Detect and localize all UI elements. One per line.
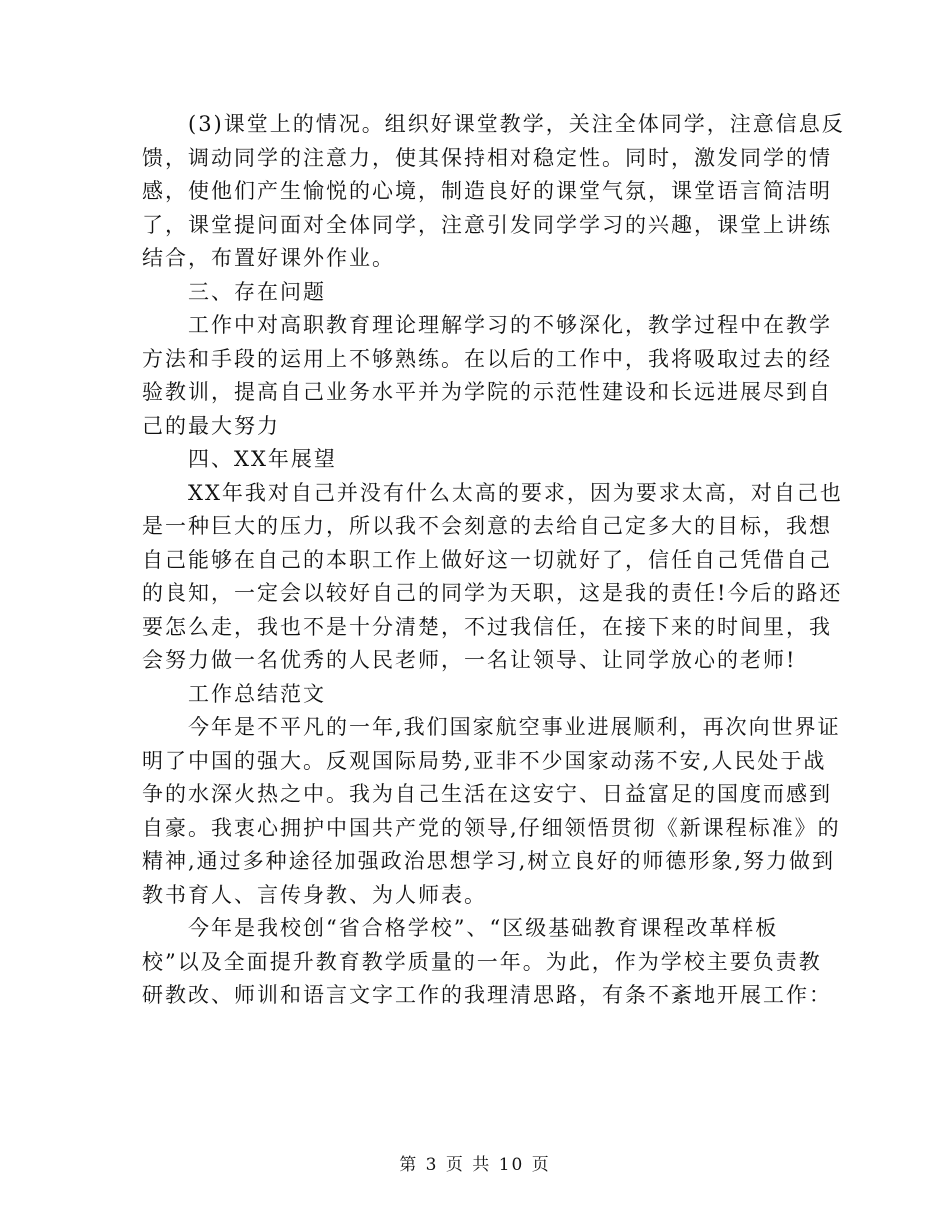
text-line: 要怎么走，我也不是十分清楚，不过我信任，在接下来的时间里，我 bbox=[142, 614, 832, 639]
text-line: XX年我对自己并没有什么太高的要求，因为要求太高，对自己也 bbox=[188, 480, 843, 505]
text-line: 教书育人、言传身教、为人师表。 bbox=[142, 882, 487, 907]
text-line: 己的最大努力 bbox=[142, 413, 280, 438]
text-line: 三、存在问题 bbox=[188, 279, 326, 304]
text-line: 今年是不平凡的一年,我们国家航空事业进展顺利，再次向世界证 bbox=[188, 715, 841, 739]
text-line: 会努力做一名优秀的人民老师，一名让领导、让同学放心的老师! bbox=[142, 648, 797, 672]
page-number-footer: 第 3 页 共 10 页 bbox=[399, 1155, 551, 1175]
text-line: 研教改、师训和语言文字工作的我理清思路，有条不紊地开展工作： bbox=[142, 983, 832, 1007]
text-line: (3)课堂上的情况。组织好课堂教学，关注全体同学，注意信息反 bbox=[188, 112, 845, 136]
text-line: 了，课堂提问面对全体同学，注意引发同学学习的兴趣，课堂上讲练 bbox=[142, 212, 832, 237]
text-line: 今年是我校创“省合格学校”、“区级基础教育课程改革样板 bbox=[188, 916, 779, 940]
text-line: 自己能够在自己的本职工作上做好这一切就好了，信任自己凭借自己 bbox=[142, 547, 832, 572]
text-line: 方法和手段的运用上不够熟练。在以后的工作中，我将吸取过去的经 bbox=[142, 346, 832, 371]
document-body bbox=[142, 108, 845, 1013]
text-line: 验教训，提高自己业务水平并为学院的示范性建设和长远进展尽到自 bbox=[142, 380, 832, 404]
text-line: 工作中对高职教育理论理解学习的不够深化，教学过程中在教学 bbox=[188, 313, 832, 337]
text-line: 感，使他们产生愉悦的心境，制造良好的课堂气氛，课堂语言简洁明 bbox=[142, 179, 832, 203]
text-line: 自豪。我衷心拥护中国共产党的领导,仔细领悟贯彻《新课程标准》的 bbox=[142, 815, 841, 840]
text-line: 工作总结范文 bbox=[188, 681, 326, 706]
text-line: 结合，布置好课外作业。 bbox=[142, 246, 395, 270]
text-line: 是一种巨大的压力，所以我不会刻意的去给自己定多大的目标，我想 bbox=[142, 514, 832, 538]
text-line: 四、XX年展望 bbox=[188, 447, 337, 471]
text-line: 精神,通过多种途径加强政治思想学习,树立良好的师德形象,努力做到 bbox=[142, 849, 836, 873]
text-line: 的良知，一定会以较好自己的同学为天职，这是我的责任!今后的路还 bbox=[142, 581, 843, 605]
text-line: 明了中国的强大。反观国际局势,亚非不少国家动荡不安,人民处于战 bbox=[142, 748, 827, 773]
text-line: 校”以及全面提升教育教学质量的一年。为此，作为学校主要负责教 bbox=[142, 949, 822, 974]
text-line: 馈，调动同学的注意力，使其保持相对稳定性。同时，激发同学的情 bbox=[142, 145, 832, 170]
text-line: 争的水深火热之中。我为自己生活在这安宁、日益富足的国度而感到 bbox=[142, 782, 832, 806]
